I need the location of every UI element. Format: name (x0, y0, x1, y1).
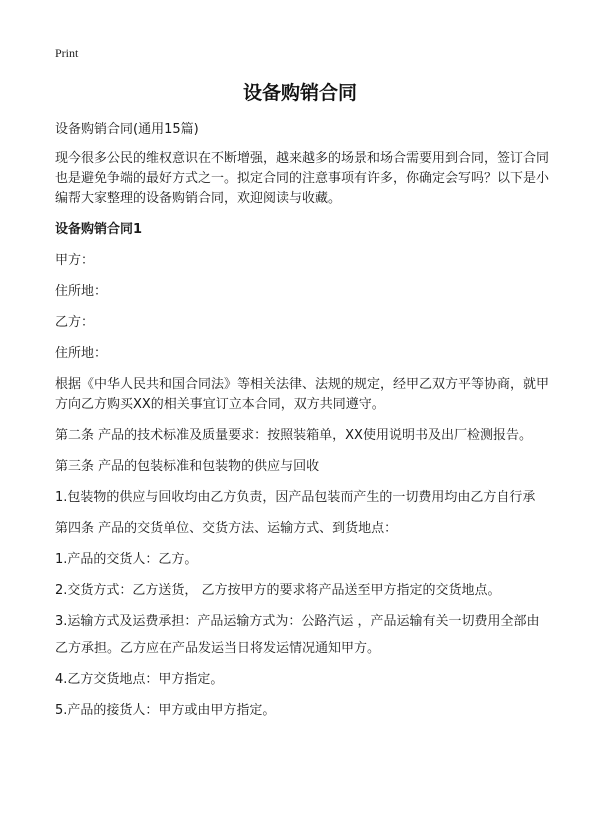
document-body (55, 120, 550, 732)
section-heading: 设备购销合同1 (55, 222, 143, 237)
contract-paragraph: 4.乙方交货地点：甲方指定。 (55, 672, 224, 687)
document-subtitle: 设备购销合同(通用15篇) (55, 122, 199, 137)
document-title: 设备购销合同 (242, 82, 357, 104)
contract-paragraph: 5.产品的接货人：甲方或由甲方指定。 (55, 703, 276, 718)
contract-paragraph: 2.交货方式：乙方送货， 乙方按甲方的要求将产品送至甲方指定的交货地点。 (55, 583, 501, 598)
party-b-field: 乙方： (55, 315, 95, 330)
party-a-field: 甲方： (55, 253, 95, 268)
contract-paragraph: 1.产品的交货人：乙方。 (55, 552, 198, 567)
contract-paragraph: 第四条 产品的交货单位、交货方法、运输方式、到货地点： (55, 521, 398, 536)
contract-paragraph: 根据《中华人民共和国合同法》等相关法律、法规的规定，经甲乙双方平等协商，就甲方向乙方购买XX的相关事宜订立本合同，双方共同遵守。 (55, 377, 550, 412)
party-b-address-field: 住所地： (55, 346, 108, 361)
party-a-address-field: 住所地： (55, 284, 108, 299)
contract-paragraph: 乙方承担。乙方应在产品发运当日将发运情况通知甲方。 (55, 641, 381, 656)
contract-paragraph: 3.运输方式及运费承担：产品运输方式为：公路汽运 ，产品运输有关一切费用全部由 (55, 614, 540, 629)
intro-paragraph: 现今很多公民的维权意识在不断增强，越来越多的场景和场合需要用到合同，签订合同也是避免争端的最好方式之一。拟定合同的注意事项有许多，你确定会写吗？以下是小编帮大家整理的设备购销合同，欢迎阅读与收藏。 (55, 151, 550, 206)
print-link[interactable]: Print (55, 46, 79, 60)
contract-paragraph: 第二条 产品的技术标准及质量要求：按照装箱单，XX使用说明书及出厂检测报告。 (55, 428, 532, 443)
contract-paragraph: 1.包装物的供应与回收均由乙方负责，因产品包装而产生的一切费用均由乙方自行承 (55, 490, 536, 505)
contract-paragraph: 第三条 产品的包装标准和包装物的供应与回收 (55, 459, 320, 474)
